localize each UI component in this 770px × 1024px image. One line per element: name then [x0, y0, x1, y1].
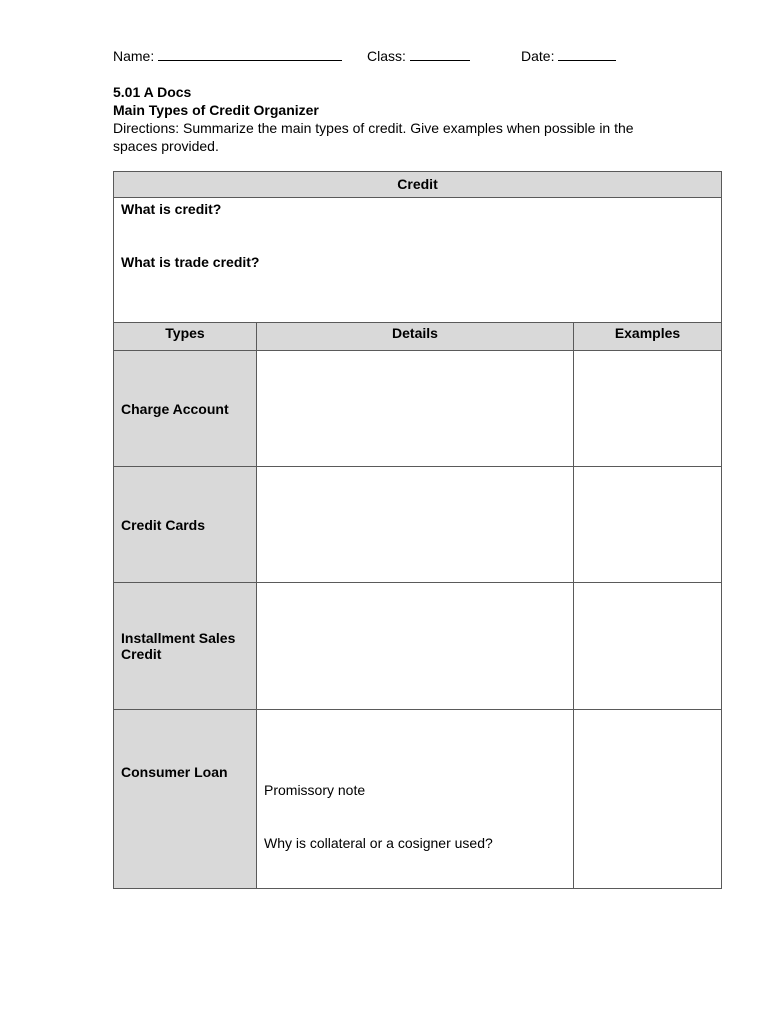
column-header-types: Types	[114, 323, 257, 351]
credit-questions-row	[114, 198, 722, 323]
type-cell: Installment Sales Credit	[114, 583, 257, 710]
type-cell	[114, 710, 257, 889]
class-blank[interactable]	[410, 46, 470, 61]
table-row	[114, 351, 722, 467]
name-blank[interactable]	[158, 46, 342, 61]
credit-heading: Credit	[114, 172, 722, 198]
document-subtitle: Main Types of Credit Organizer	[113, 102, 319, 118]
type-cell: Charge Account	[114, 351, 257, 467]
date-label: Date:	[521, 48, 555, 64]
credit-organizer-table	[113, 171, 722, 889]
type-label: Consumer Loan	[121, 764, 228, 780]
examples-cell[interactable]	[574, 467, 722, 583]
name-label: Name:	[113, 48, 155, 64]
details-cell[interactable]	[257, 467, 574, 583]
date-blank[interactable]	[558, 46, 616, 61]
column-header-details: Details	[257, 323, 574, 351]
credit-questions-cell[interactable]	[114, 198, 722, 323]
table-row	[114, 467, 722, 583]
class-label: Class:	[367, 48, 406, 64]
detail-promissory-note: Promissory note	[264, 782, 366, 798]
intro-section	[113, 83, 673, 155]
examples-cell[interactable]	[574, 710, 722, 889]
table-row	[114, 710, 722, 889]
details-cell[interactable]	[257, 351, 574, 467]
table-row	[114, 583, 722, 710]
column-header-examples: Examples	[574, 323, 722, 351]
question-what-is-credit: What is credit?	[121, 201, 222, 217]
examples-cell[interactable]	[574, 583, 722, 710]
date-field	[521, 46, 616, 64]
credit-heading-row	[114, 172, 722, 198]
type-cell: Credit Cards	[114, 467, 257, 583]
directions-text: Directions: Summarize the main types of credit. Give examples when possible in the spaces provided.	[113, 120, 634, 154]
details-cell[interactable]	[257, 710, 574, 889]
name-field	[113, 46, 342, 64]
examples-cell[interactable]	[574, 351, 722, 467]
column-header-row	[114, 323, 722, 351]
document-title: 5.01 A Docs	[113, 84, 192, 100]
detail-collateral-question: Why is collateral or a cosigner used?	[264, 835, 493, 851]
question-what-is-trade-credit: What is trade credit?	[121, 254, 260, 270]
details-cell[interactable]	[257, 583, 574, 710]
class-field	[367, 46, 470, 64]
